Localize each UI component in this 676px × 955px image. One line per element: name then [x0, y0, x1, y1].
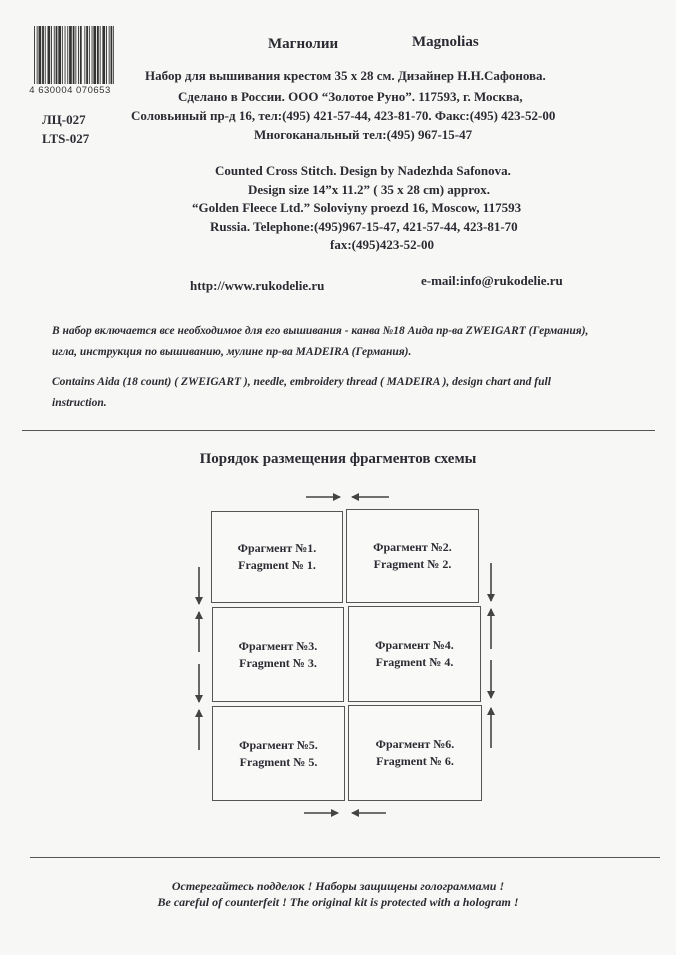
fragment-label-ru: Фрагмент №1. — [237, 541, 317, 555]
en-info-line: Design size 14”x 11.2” ( 35 x 28 cm) approx. — [248, 182, 491, 197]
barcode-number: 4 630004 070653 — [29, 85, 111, 96]
fragment-label-en: Fragment № 2. — [373, 557, 452, 571]
contents-ru-line: игла, инструкция по вышиванию, мулине пр-ва MADEIRA (Германия). — [52, 346, 412, 358]
fragment-label-en: Fragment № 5. — [239, 754, 318, 769]
fragment-label-en: Fragment № 6. — [376, 754, 454, 768]
warning-ru: Остерегайтесь подделок ! Наборы защищены голограммами ! — [171, 879, 505, 893]
ru-info-line: Сделано в России. ООО “Золотое Руно”. 117593, г. Москва, — [178, 89, 523, 104]
divider — [30, 857, 660, 858]
ru-info-line: Соловьиный пр-д 16, тел:(495) 421-57-44, 423-81-70. Факс:(495) 423-52-00 — [131, 108, 556, 123]
fragment-label-ru: Фрагмент №3. — [238, 638, 318, 653]
fragment-label-en: Fragment № 4. — [375, 655, 454, 669]
title-en: Magnolias — [412, 34, 479, 50]
contents-ru-line: В набор включается все необходимое для его вышивания - канва №18 Аида пр-ва ZWEIGART (Германия), — [52, 325, 589, 337]
fragment-label-en: Fragment № 3. — [239, 655, 317, 670]
fragment-label-ru: Фрагмент №2. — [373, 540, 452, 554]
en-info-line: Russia. Telephone:(495)967-15-47, 421-57-44, 423-81-70 — [210, 219, 518, 234]
contents-en-line: instruction. — [52, 397, 107, 409]
fragment-label-ru: Фрагмент №5. — [239, 737, 318, 752]
fragment-label-ru: Фрагмент №4. — [375, 638, 454, 652]
scheme-title: Порядок размещения фрагментов схемы — [199, 451, 477, 467]
ru-info-line: Набор для вышивания крестом 35 х 28 см. Дизайнер Н.Н.Сафонова. — [145, 68, 546, 83]
contents-en-line: Contains Aida (18 count) ( ZWEIGART ), needle, embroidery thread ( MADEIRA ), design chart and full — [52, 376, 551, 388]
fragment-label-ru: Фрагмент №6. — [375, 737, 455, 751]
email-address[interactable]: e-mail:info@rukodelie.ru — [421, 273, 563, 288]
en-info-line: fax:(495)423-52-00 — [330, 237, 434, 252]
ru-info-line: Многоканальный тел:(495) 967-15-47 — [254, 127, 473, 142]
warning-en: Be careful of counterfeit ! The original kit is protected with a hologram ! — [157, 895, 519, 909]
en-info-line: “Golden Fleece Ltd.” Soloviyny proezd 16, Moscow, 117593 — [192, 200, 522, 215]
product-code-ru: ЛЦ-027 — [42, 112, 86, 127]
en-info-line: Counted Cross Stitch. Design by Nadezhda Safonova. — [215, 163, 511, 178]
fragment-label-en: Fragment № 1. — [238, 558, 316, 572]
title-ru: Магнолии — [268, 36, 339, 52]
product-code-en: LTS-027 — [42, 131, 90, 146]
website-url[interactable]: http://www.rukodelie.ru — [190, 278, 325, 293]
